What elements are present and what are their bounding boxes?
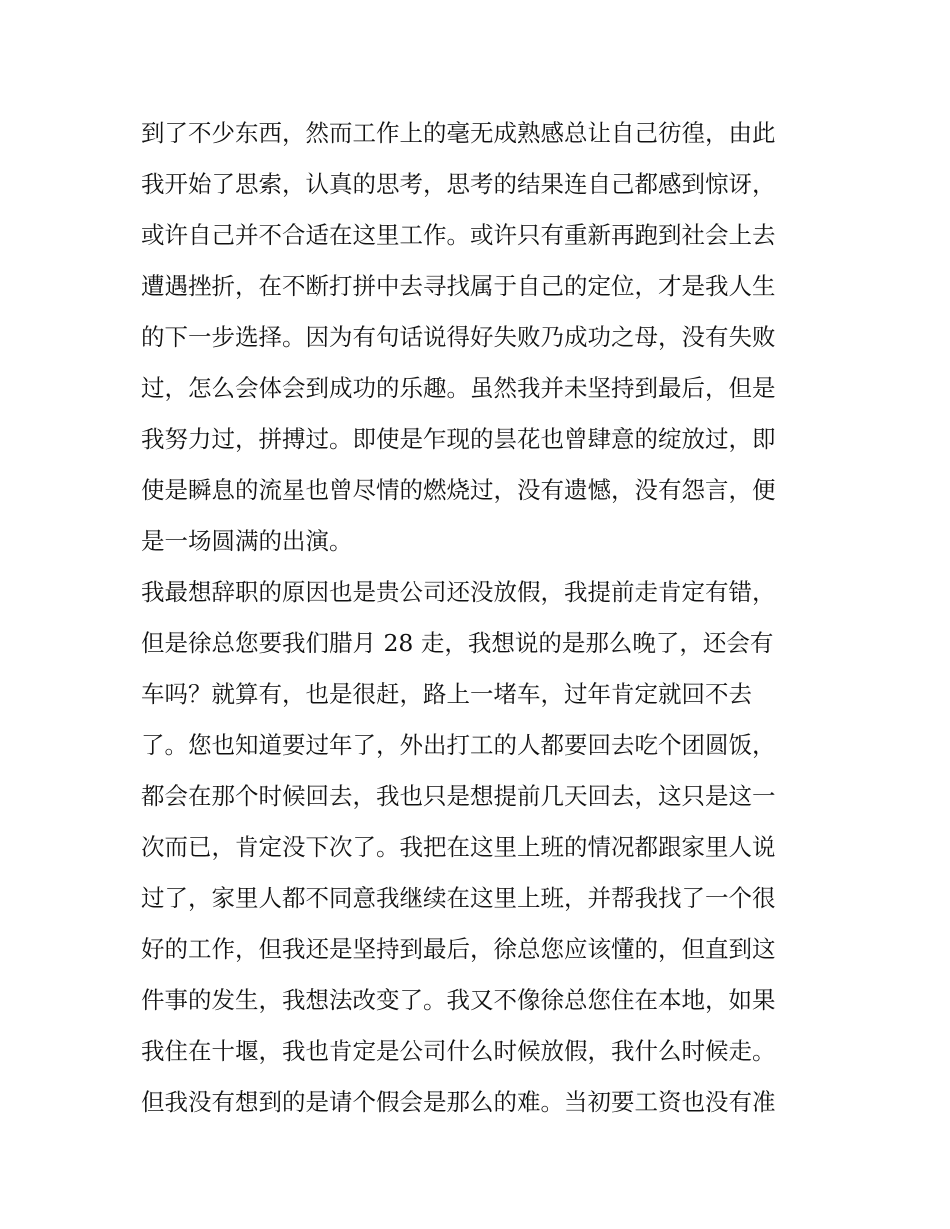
text-line: 次而已，肯定没下次了。我把在这里上班的情况都跟家里人说 [141, 833, 776, 861]
text-line: 遭遇挫折，在不断打拼中去寻找属于自己的定位，才是我人生 [141, 272, 776, 300]
text-line: 使是瞬息的流星也曾尽情的燃烧过，没有遗憾，没有怨言，便 [141, 476, 776, 504]
text-line: 但是徐总您要我们腊月 28 走，我想说的是那么晚了，还会有 [141, 629, 774, 657]
text-line: 件事的发生，我想法改变了。我又不像徐总您住在本地，如果 [141, 986, 776, 1014]
text-line: 好的工作，但我还是坚持到最后，徐总您应该懂的，但直到这 [141, 935, 776, 963]
text-line: 到了不少东西，然而工作上的毫无成熟感总让自己彷徨，由此 [141, 119, 776, 147]
text-line: 我住在十堰，我也肯定是公司什么时候放假，我什么时候走。 [141, 1037, 776, 1065]
document-body [141, 108, 821, 1128]
text-line: 都会在那个时候回去，我也只是想提前几天回去，这只是这一 [141, 782, 776, 810]
text-line: 我开始了思索，认真的思考，思考的结果连自己都感到惊讶， [141, 170, 776, 198]
text-line: 过，怎么会体会到成功的乐趣。虽然我并未坚持到最后，但是 [141, 374, 776, 402]
text-line: 我最想辞职的原因也是贵公司还没放假，我提前走肯定有错， [141, 578, 776, 606]
text-line: 或许自己并不合适在这里工作。或许只有重新再跑到社会上去 [141, 221, 776, 249]
text-line: 我努力过，拼搏过。即使是乍现的昙花也曾肆意的绽放过，即 [141, 425, 776, 453]
text-line: 的下一步选择。因为有句话说得好失败乃成功之母，没有失败 [141, 323, 776, 351]
text-line: 了。您也知道要过年了，外出打工的人都要回去吃个团圆饭， [141, 731, 776, 759]
text-line: 过了，家里人都不同意我继续在这里上班，并帮我找了一个很 [141, 884, 776, 912]
text-line: 但我没有想到的是请个假会是那么的难。当初要工资也没有准 [141, 1088, 776, 1116]
text-line: 车吗？就算有，也是很赶，路上一堵车，过年肯定就回不去 [141, 680, 752, 708]
text-line: 是一场圆满的出演。 [141, 527, 353, 555]
